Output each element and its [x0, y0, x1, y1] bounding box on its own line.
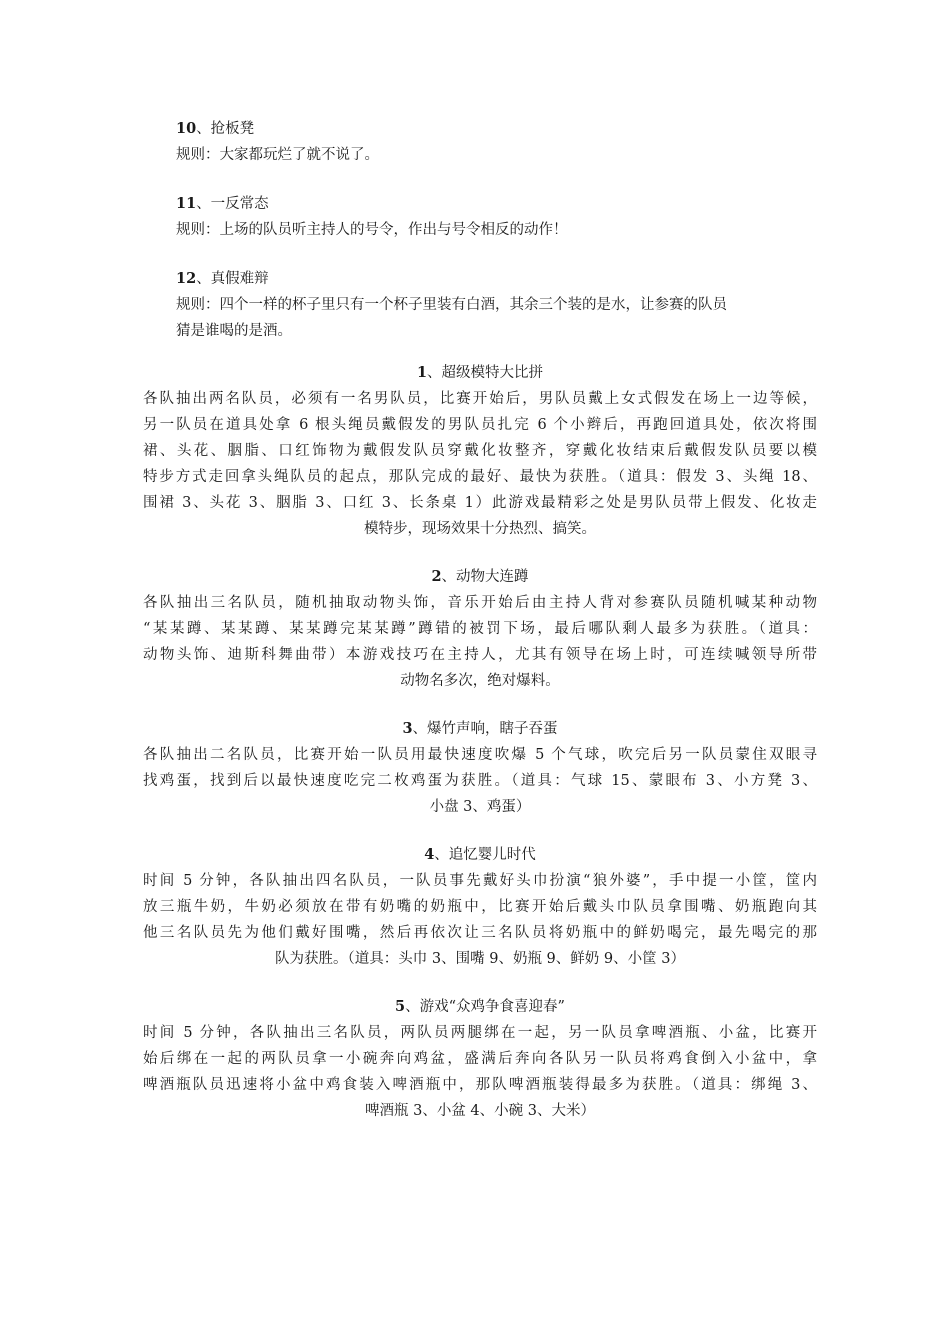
rule-line: 规则：大家都玩烂了就不说了。: [176, 147, 379, 163]
game-heading: [143, 842, 817, 868]
game-description: [143, 868, 817, 972]
description-line: 各队抽出二名队员，比赛开始一队员用最快速度吹爆 5 个气球，吹完后另一队员蒙住双眼寻: [143, 747, 817, 763]
description-line: 啤酒瓶队员迅速将小盆中鸡食装入啤酒瓶中，那队啤酒瓶装得最多为获胜。（道具：绑绳 3、: [143, 1077, 817, 1093]
game-description: [143, 1020, 817, 1124]
description-line: 动物头饰、迪斯科舞曲带）本游戏技巧在主持人，尤其有领导在场上时，可连续喊领导所带: [143, 647, 817, 663]
description-line: 时间 5 分钟，各队抽出三名队员，两队员两腿绑在一起，另一队员拿啤酒瓶、小盆，比赛开: [143, 1025, 817, 1041]
game-section-3: [143, 716, 817, 820]
game-title: [176, 116, 816, 142]
game-heading-text: 、爆竹声响，瞎子吞蛋: [412, 721, 558, 737]
game-item-10: [176, 116, 816, 168]
game-rule: [176, 292, 816, 344]
game-heading: [143, 716, 817, 742]
game-number: 2: [431, 568, 442, 585]
description-line: 找鸡蛋，找到后以最快速度吃完二枚鸡蛋为获胜。（道具：气球 15、蒙眼布 3、小方凳 3、: [143, 773, 817, 789]
game-heading-text: 、游戏“众鸡争食喜迎春”: [405, 999, 565, 1015]
game-description: [143, 742, 817, 820]
game-title: [176, 191, 816, 217]
description-line: 队为获胜。（道具：头巾 3、围嘴 9、奶瓶 9、鲜奶 9、小筐 3）: [275, 951, 685, 967]
description-line: 各队抽出两名队员，必须有一名男队员，比赛开始后，男队员戴上女式假发在场上一边等候，: [143, 391, 817, 407]
game-heading: [143, 360, 817, 386]
game-section-2: [143, 564, 817, 694]
description-line: 模特步，现场效果十分热烈、搞笑。: [364, 521, 596, 537]
game-section-1: [143, 360, 817, 542]
game-section-5: [143, 994, 817, 1124]
description-line: 小盘 3、鸡蛋）: [429, 799, 531, 815]
game-number: 1: [416, 364, 428, 381]
game-number: 5: [395, 998, 406, 1015]
game-number: 3: [402, 720, 413, 737]
description-line: 各队抽出三名队员，随机抽取动物头饰，音乐开始后由主持人背对参赛队员随机喊某种动物: [143, 595, 817, 611]
description-line: 另一队员在道具处拿 6 根头绳员戴假发的男队员扎完 6 个小辫后，再跑回道具处，依次将围: [143, 417, 817, 433]
rule-line: 规则：四个一样的杯子里只有一个杯子里装有白酒，其余三个装的是水，让参赛的队员: [176, 297, 727, 313]
game-item-11: [176, 191, 816, 243]
game-number: 12: [176, 270, 197, 287]
game-heading: [143, 564, 817, 590]
description-line: 他三名队员先为他们戴好围嘴，然后再依次让三名队员将奶瓶中的鲜奶喝完，最先喝完的那: [143, 925, 817, 941]
description-line: 裙、头花、胭脂、口红饰物为戴假发队员穿戴化妆整齐，穿戴化妆结束后戴假发队员要以模: [143, 443, 817, 459]
game-description: [143, 386, 817, 542]
description-line: 啤酒瓶 3、小盆 4、小碗 3、大米）: [364, 1103, 595, 1119]
game-heading-text: 、追忆婴儿时代: [434, 847, 536, 863]
game-section-4: [143, 842, 817, 972]
game-heading-text: 、超级模特大比拼: [427, 365, 544, 381]
game-title-text: 、真假难辩: [196, 271, 269, 287]
game-number: 10: [176, 120, 197, 137]
description-line: 放三瓶牛奶，牛奶必须放在带有奶嘴的奶瓶中，比赛开始后戴头巾队员拿围嘴、奶瓶跑向其: [143, 899, 817, 915]
description-line: 动物名多次，绝对爆料。: [400, 673, 560, 689]
game-title-text: 、抢板凳: [196, 121, 255, 137]
description-line: 围裙 3、头花 3、胭脂 3、口红 3、长条桌 1）此游戏最精彩之处是男队员带上假发、化妆走: [143, 495, 817, 511]
game-heading: [143, 994, 817, 1020]
game-number: 4: [424, 846, 435, 863]
short-game-list: [176, 116, 816, 367]
detailed-game-list: [143, 360, 817, 1146]
game-title-text: 、一反常态: [196, 196, 269, 212]
description-line: 时间 5 分钟，各队抽出四名队员，一队员事先戴好头巾扮演“狼外婆”，手中提一小筐，筐内: [143, 873, 817, 889]
game-item-12: [176, 266, 816, 344]
game-heading-text: 、动物大连蹲: [441, 569, 529, 585]
description-line: “某某蹲、某某蹲、某某蹲完某某蹲”蹲错的被罚下场，最后哪队剩人最多为获胜。（道具：: [143, 621, 817, 637]
description-line: 始后绑在一起的两队员拿一小碗奔向鸡盆，盛满后奔向各队另一队员将鸡食倒入小盆中，拿: [143, 1051, 817, 1067]
game-number: 11: [176, 195, 197, 212]
game-rule: [176, 142, 816, 168]
description-line: 特步方式走回拿头绳队员的起点，那队完成的最好、最快为获胜。（道具：假发 3、头绳 18、: [143, 469, 817, 485]
game-rule: [176, 217, 816, 243]
rule-line: 规则：上场的队员听主持人的号令，作出与号令相反的动作！: [176, 222, 568, 238]
game-description: [143, 590, 817, 694]
rule-line: 猜是谁喝的是酒。: [176, 323, 292, 339]
game-title: [176, 266, 816, 292]
